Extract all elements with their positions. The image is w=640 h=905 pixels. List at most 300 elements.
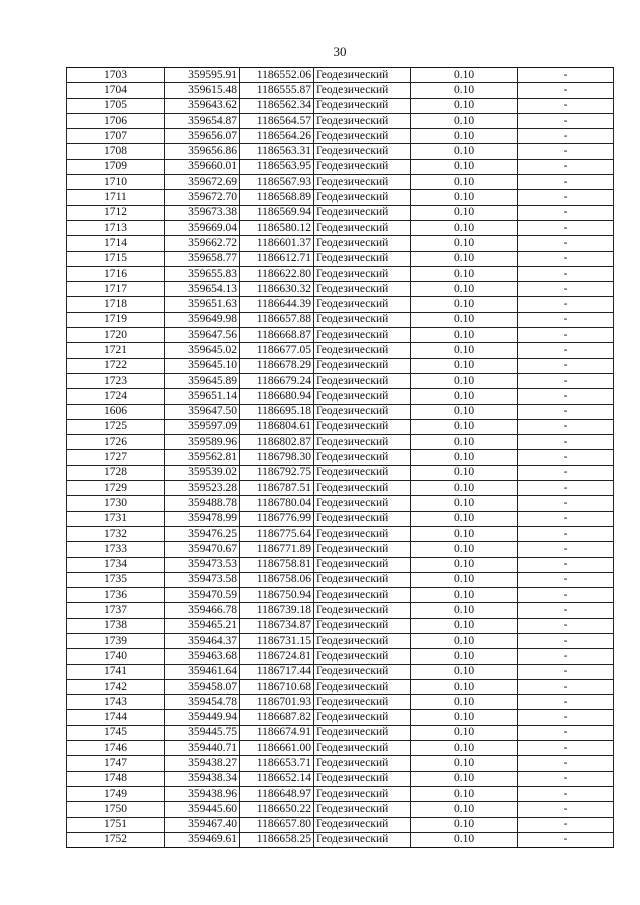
x-coordinate-cell: 359440.71: [165, 741, 240, 756]
table-row: [67, 557, 614, 572]
method-cell: Геодезический: [314, 435, 411, 450]
y-coordinate-cell: 1186563.95: [240, 159, 314, 174]
description-cell: -: [518, 312, 614, 327]
error-cell: 0.10: [411, 236, 518, 251]
point-number-cell: 1703: [67, 68, 165, 83]
point-number-cell: 1728: [67, 465, 165, 480]
error-cell: 0.10: [411, 832, 518, 847]
error-cell: 0.10: [411, 450, 518, 465]
y-coordinate-cell: 1186802.87: [240, 435, 314, 450]
error-cell: 0.10: [411, 633, 518, 648]
point-number-cell: 1726: [67, 435, 165, 450]
error-cell: 0.10: [411, 618, 518, 633]
point-number-cell: 1716: [67, 266, 165, 281]
method-cell: Геодезический: [314, 618, 411, 633]
x-coordinate-cell: 359643.62: [165, 98, 240, 113]
description-cell: -: [518, 251, 614, 266]
method-cell: Геодезический: [314, 175, 411, 190]
error-cell: 0.10: [411, 389, 518, 404]
error-cell: 0.10: [411, 649, 518, 664]
table-row: [67, 220, 614, 235]
x-coordinate-cell: 359473.58: [165, 572, 240, 587]
error-cell: 0.10: [411, 98, 518, 113]
error-cell: 0.10: [411, 251, 518, 266]
description-cell: -: [518, 817, 614, 832]
point-number-cell: 1746: [67, 741, 165, 756]
method-cell: Геодезический: [314, 251, 411, 266]
method-cell: Геодезический: [314, 664, 411, 679]
x-coordinate-cell: 359473.53: [165, 557, 240, 572]
description-cell: -: [518, 618, 614, 633]
x-coordinate-cell: 359449.94: [165, 710, 240, 725]
error-cell: 0.10: [411, 220, 518, 235]
method-cell: Геодезический: [314, 542, 411, 557]
method-cell: Геодезический: [314, 588, 411, 603]
error-cell: 0.10: [411, 328, 518, 343]
y-coordinate-cell: 1186771.89: [240, 542, 314, 557]
method-cell: Геодезический: [314, 68, 411, 83]
y-coordinate-cell: 1186701.93: [240, 695, 314, 710]
x-coordinate-cell: 359647.50: [165, 404, 240, 419]
error-cell: 0.10: [411, 695, 518, 710]
method-cell: Геодезический: [314, 419, 411, 434]
x-coordinate-cell: 359645.89: [165, 373, 240, 388]
y-coordinate-cell: 1186630.32: [240, 282, 314, 297]
point-number-cell: 1737: [67, 603, 165, 618]
error-cell: 0.10: [411, 741, 518, 756]
point-number-cell: 1736: [67, 588, 165, 603]
description-cell: -: [518, 450, 614, 465]
description-cell: -: [518, 297, 614, 312]
point-number-cell: 1733: [67, 542, 165, 557]
table-row: [67, 679, 614, 694]
point-number-cell: 1706: [67, 113, 165, 128]
page-number: 30: [333, 44, 347, 59]
table-row: [67, 802, 614, 817]
description-cell: -: [518, 695, 614, 710]
method-cell: Геодезический: [314, 297, 411, 312]
x-coordinate-cell: 359597.09: [165, 419, 240, 434]
description-cell: -: [518, 419, 614, 434]
description-cell: -: [518, 496, 614, 511]
method-cell: Геодезический: [314, 756, 411, 771]
method-cell: Геодезический: [314, 725, 411, 740]
description-cell: -: [518, 404, 614, 419]
error-cell: 0.10: [411, 756, 518, 771]
table-row: [67, 817, 614, 832]
table-row: [67, 786, 614, 801]
description-cell: -: [518, 389, 614, 404]
error-cell: 0.10: [411, 419, 518, 434]
table-row: [67, 511, 614, 526]
y-coordinate-cell: 1186568.89: [240, 190, 314, 205]
x-coordinate-cell: 359655.83: [165, 266, 240, 281]
y-coordinate-cell: 1186563.31: [240, 144, 314, 159]
point-number-cell: 1707: [67, 129, 165, 144]
x-coordinate-cell: 359562.81: [165, 450, 240, 465]
y-coordinate-cell: 1186734.87: [240, 618, 314, 633]
y-coordinate-cell: 1186804.61: [240, 419, 314, 434]
error-cell: 0.10: [411, 358, 518, 373]
error-cell: 0.10: [411, 557, 518, 572]
table-row: [67, 83, 614, 98]
table-row: [67, 419, 614, 434]
point-number-cell: 1606: [67, 404, 165, 419]
error-cell: 0.10: [411, 542, 518, 557]
error-cell: 0.10: [411, 159, 518, 174]
method-cell: Геодезический: [314, 220, 411, 235]
table-row: [67, 450, 614, 465]
table-row: [67, 205, 614, 220]
point-number-cell: 1731: [67, 511, 165, 526]
method-cell: Геодезический: [314, 832, 411, 847]
method-cell: Геодезический: [314, 802, 411, 817]
y-coordinate-cell: 1186567.93: [240, 175, 314, 190]
y-coordinate-cell: 1186787.51: [240, 481, 314, 496]
point-number-cell: 1725: [67, 419, 165, 434]
description-cell: -: [518, 526, 614, 541]
error-cell: 0.10: [411, 664, 518, 679]
y-coordinate-cell: 1186564.57: [240, 113, 314, 128]
description-cell: -: [518, 572, 614, 587]
y-coordinate-cell: 1186739.18: [240, 603, 314, 618]
method-cell: Геодезический: [314, 679, 411, 694]
description-cell: -: [518, 220, 614, 235]
error-cell: 0.10: [411, 679, 518, 694]
y-coordinate-cell: 1186564.26: [240, 129, 314, 144]
x-coordinate-cell: 359651.14: [165, 389, 240, 404]
method-cell: Геодезический: [314, 83, 411, 98]
point-number-cell: 1739: [67, 633, 165, 648]
description-cell: -: [518, 511, 614, 526]
table-row: [67, 113, 614, 128]
y-coordinate-cell: 1186677.05: [240, 343, 314, 358]
method-cell: Геодезический: [314, 144, 411, 159]
y-coordinate-cell: 1186780.04: [240, 496, 314, 511]
method-cell: Геодезический: [314, 266, 411, 281]
description-cell: -: [518, 373, 614, 388]
error-cell: 0.10: [411, 786, 518, 801]
error-cell: 0.10: [411, 282, 518, 297]
x-coordinate-cell: 359649.98: [165, 312, 240, 327]
method-cell: Геодезический: [314, 389, 411, 404]
method-cell: Геодезический: [314, 98, 411, 113]
description-cell: -: [518, 481, 614, 496]
x-coordinate-cell: 359595.91: [165, 68, 240, 83]
x-coordinate-cell: 359458.07: [165, 679, 240, 694]
error-cell: 0.10: [411, 113, 518, 128]
table-row: [67, 297, 614, 312]
x-coordinate-cell: 359463.68: [165, 649, 240, 664]
method-cell: Геодезический: [314, 649, 411, 664]
y-coordinate-cell: 1186657.80: [240, 817, 314, 832]
x-coordinate-cell: 359464.37: [165, 633, 240, 648]
error-cell: 0.10: [411, 404, 518, 419]
description-cell: -: [518, 205, 614, 220]
description-cell: -: [518, 113, 614, 128]
method-cell: Геодезический: [314, 282, 411, 297]
y-coordinate-cell: 1186775.64: [240, 526, 314, 541]
method-cell: Геодезический: [314, 373, 411, 388]
table-row: [67, 756, 614, 771]
x-coordinate-cell: 359660.01: [165, 159, 240, 174]
table-row: [67, 526, 614, 541]
y-coordinate-cell: 1186612.71: [240, 251, 314, 266]
point-number-cell: 1720: [67, 328, 165, 343]
point-number-cell: 1713: [67, 220, 165, 235]
description-cell: -: [518, 649, 614, 664]
y-coordinate-cell: 1186695.18: [240, 404, 314, 419]
description-cell: -: [518, 802, 614, 817]
error-cell: 0.10: [411, 496, 518, 511]
x-coordinate-cell: 359651.63: [165, 297, 240, 312]
table-row: [67, 343, 614, 358]
description-cell: -: [518, 129, 614, 144]
method-cell: Геодезический: [314, 786, 411, 801]
description-cell: -: [518, 603, 614, 618]
description-cell: -: [518, 741, 614, 756]
table-row: [67, 266, 614, 281]
error-cell: 0.10: [411, 802, 518, 817]
x-coordinate-cell: 359467.40: [165, 817, 240, 832]
description-cell: -: [518, 98, 614, 113]
x-coordinate-cell: 359656.86: [165, 144, 240, 159]
description-cell: -: [518, 236, 614, 251]
method-cell: Геодезический: [314, 633, 411, 648]
point-number-cell: 1723: [67, 373, 165, 388]
x-coordinate-cell: 359654.87: [165, 113, 240, 128]
y-coordinate-cell: 1186650.22: [240, 802, 314, 817]
table-row: [67, 664, 614, 679]
description-cell: -: [518, 266, 614, 281]
error-cell: 0.10: [411, 190, 518, 205]
coordinates-table-body: [67, 68, 614, 848]
x-coordinate-cell: 359445.60: [165, 802, 240, 817]
y-coordinate-cell: 1186724.81: [240, 649, 314, 664]
point-number-cell: 1705: [67, 98, 165, 113]
error-cell: 0.10: [411, 297, 518, 312]
table-row: [67, 496, 614, 511]
y-coordinate-cell: 1186717.44: [240, 664, 314, 679]
method-cell: Геодезический: [314, 205, 411, 220]
y-coordinate-cell: 1186622.80: [240, 266, 314, 281]
error-cell: 0.10: [411, 481, 518, 496]
error-cell: 0.10: [411, 465, 518, 480]
x-coordinate-cell: 359615.48: [165, 83, 240, 98]
error-cell: 0.10: [411, 83, 518, 98]
x-coordinate-cell: 359654.13: [165, 282, 240, 297]
point-number-cell: 1708: [67, 144, 165, 159]
method-cell: Геодезический: [314, 113, 411, 128]
point-number-cell: 1741: [67, 664, 165, 679]
x-coordinate-cell: 359461.64: [165, 664, 240, 679]
x-coordinate-cell: 359469.61: [165, 832, 240, 847]
x-coordinate-cell: 359476.25: [165, 526, 240, 541]
error-cell: 0.10: [411, 526, 518, 541]
point-number-cell: 1711: [67, 190, 165, 205]
error-cell: 0.10: [411, 144, 518, 159]
y-coordinate-cell: 1186680.94: [240, 389, 314, 404]
method-cell: Геодезический: [314, 159, 411, 174]
table-row: [67, 725, 614, 740]
point-number-cell: 1740: [67, 649, 165, 664]
method-cell: Геодезический: [314, 572, 411, 587]
x-coordinate-cell: 359478.99: [165, 511, 240, 526]
table-row: [67, 236, 614, 251]
table-row: [67, 282, 614, 297]
x-coordinate-cell: 359656.07: [165, 129, 240, 144]
y-coordinate-cell: 1186552.06: [240, 68, 314, 83]
description-cell: -: [518, 710, 614, 725]
table-row: [67, 771, 614, 786]
point-number-cell: 1748: [67, 771, 165, 786]
error-cell: 0.10: [411, 603, 518, 618]
x-coordinate-cell: 359488.78: [165, 496, 240, 511]
description-cell: -: [518, 756, 614, 771]
y-coordinate-cell: 1186657.88: [240, 312, 314, 327]
y-coordinate-cell: 1186658.25: [240, 832, 314, 847]
point-number-cell: 1712: [67, 205, 165, 220]
table-row: [67, 695, 614, 710]
error-cell: 0.10: [411, 129, 518, 144]
table-row: [67, 129, 614, 144]
y-coordinate-cell: 1186687.82: [240, 710, 314, 725]
point-number-cell: 1704: [67, 83, 165, 98]
x-coordinate-cell: 359445.75: [165, 725, 240, 740]
table-row: [67, 251, 614, 266]
table-row: [67, 741, 614, 756]
error-cell: 0.10: [411, 68, 518, 83]
point-number-cell: 1724: [67, 389, 165, 404]
table-row: [67, 373, 614, 388]
method-cell: Геодезический: [314, 236, 411, 251]
method-cell: Геодезический: [314, 465, 411, 480]
table-row: [67, 98, 614, 113]
method-cell: Геодезический: [314, 129, 411, 144]
method-cell: Геодезический: [314, 496, 411, 511]
x-coordinate-cell: 359523.28: [165, 481, 240, 496]
error-cell: 0.10: [411, 572, 518, 587]
point-number-cell: 1710: [67, 175, 165, 190]
point-number-cell: 1719: [67, 312, 165, 327]
method-cell: Геодезический: [314, 312, 411, 327]
point-number-cell: 1714: [67, 236, 165, 251]
point-number-cell: 1718: [67, 297, 165, 312]
x-coordinate-cell: 359658.77: [165, 251, 240, 266]
point-number-cell: 1709: [67, 159, 165, 174]
point-number-cell: 1738: [67, 618, 165, 633]
y-coordinate-cell: 1186668.87: [240, 328, 314, 343]
point-number-cell: 1745: [67, 725, 165, 740]
method-cell: Геодезический: [314, 710, 411, 725]
description-cell: -: [518, 175, 614, 190]
y-coordinate-cell: 1186652.14: [240, 771, 314, 786]
method-cell: Геодезический: [314, 358, 411, 373]
table-row: [67, 312, 614, 327]
y-coordinate-cell: 1186750.94: [240, 588, 314, 603]
description-cell: -: [518, 465, 614, 480]
description-cell: -: [518, 664, 614, 679]
description-cell: -: [518, 343, 614, 358]
y-coordinate-cell: 1186580.12: [240, 220, 314, 235]
method-cell: Геодезический: [314, 450, 411, 465]
description-cell: -: [518, 190, 614, 205]
description-cell: -: [518, 725, 614, 740]
point-number-cell: 1717: [67, 282, 165, 297]
table-row: [67, 435, 614, 450]
x-coordinate-cell: 359669.04: [165, 220, 240, 235]
table-row: [67, 144, 614, 159]
point-number-cell: 1743: [67, 695, 165, 710]
method-cell: Геодезический: [314, 328, 411, 343]
y-coordinate-cell: 1186798.30: [240, 450, 314, 465]
table-row: [67, 618, 614, 633]
point-number-cell: 1750: [67, 802, 165, 817]
method-cell: Геодезический: [314, 603, 411, 618]
table-row: [67, 358, 614, 373]
table-row: [67, 465, 614, 480]
y-coordinate-cell: 1186555.87: [240, 83, 314, 98]
error-cell: 0.10: [411, 511, 518, 526]
table-row: [67, 603, 614, 618]
table-row: [67, 175, 614, 190]
description-cell: -: [518, 542, 614, 557]
point-number-cell: 1751: [67, 817, 165, 832]
table-row: [67, 404, 614, 419]
point-number-cell: 1749: [67, 786, 165, 801]
table-row: [67, 190, 614, 205]
x-coordinate-cell: 359645.10: [165, 358, 240, 373]
description-cell: -: [518, 557, 614, 572]
y-coordinate-cell: 1186648.97: [240, 786, 314, 801]
description-cell: -: [518, 786, 614, 801]
y-coordinate-cell: 1186710.68: [240, 679, 314, 694]
description-cell: -: [518, 144, 614, 159]
description-cell: -: [518, 435, 614, 450]
table-row: [67, 649, 614, 664]
method-cell: Геодезический: [314, 404, 411, 419]
description-cell: -: [518, 83, 614, 98]
x-coordinate-cell: 359672.70: [165, 190, 240, 205]
y-coordinate-cell: 1186674.91: [240, 725, 314, 740]
error-cell: 0.10: [411, 373, 518, 388]
description-cell: -: [518, 771, 614, 786]
coordinates-table: [66, 67, 614, 848]
error-cell: 0.10: [411, 771, 518, 786]
description-cell: -: [518, 832, 614, 847]
x-coordinate-cell: 359470.67: [165, 542, 240, 557]
error-cell: 0.10: [411, 266, 518, 281]
point-number-cell: 1732: [67, 526, 165, 541]
table-row: [67, 832, 614, 847]
y-coordinate-cell: 1186661.00: [240, 741, 314, 756]
y-coordinate-cell: 1186678.29: [240, 358, 314, 373]
x-coordinate-cell: 359465.21: [165, 618, 240, 633]
method-cell: Геодезический: [314, 343, 411, 358]
point-number-cell: 1729: [67, 481, 165, 496]
error-cell: 0.10: [411, 588, 518, 603]
description-cell: -: [518, 633, 614, 648]
y-coordinate-cell: 1186679.24: [240, 373, 314, 388]
description-cell: -: [518, 159, 614, 174]
point-number-cell: 1727: [67, 450, 165, 465]
point-number-cell: 1734: [67, 557, 165, 572]
x-coordinate-cell: 359645.02: [165, 343, 240, 358]
y-coordinate-cell: 1186731.15: [240, 633, 314, 648]
table-row: [67, 68, 614, 83]
error-cell: 0.10: [411, 343, 518, 358]
x-coordinate-cell: 359673.38: [165, 205, 240, 220]
